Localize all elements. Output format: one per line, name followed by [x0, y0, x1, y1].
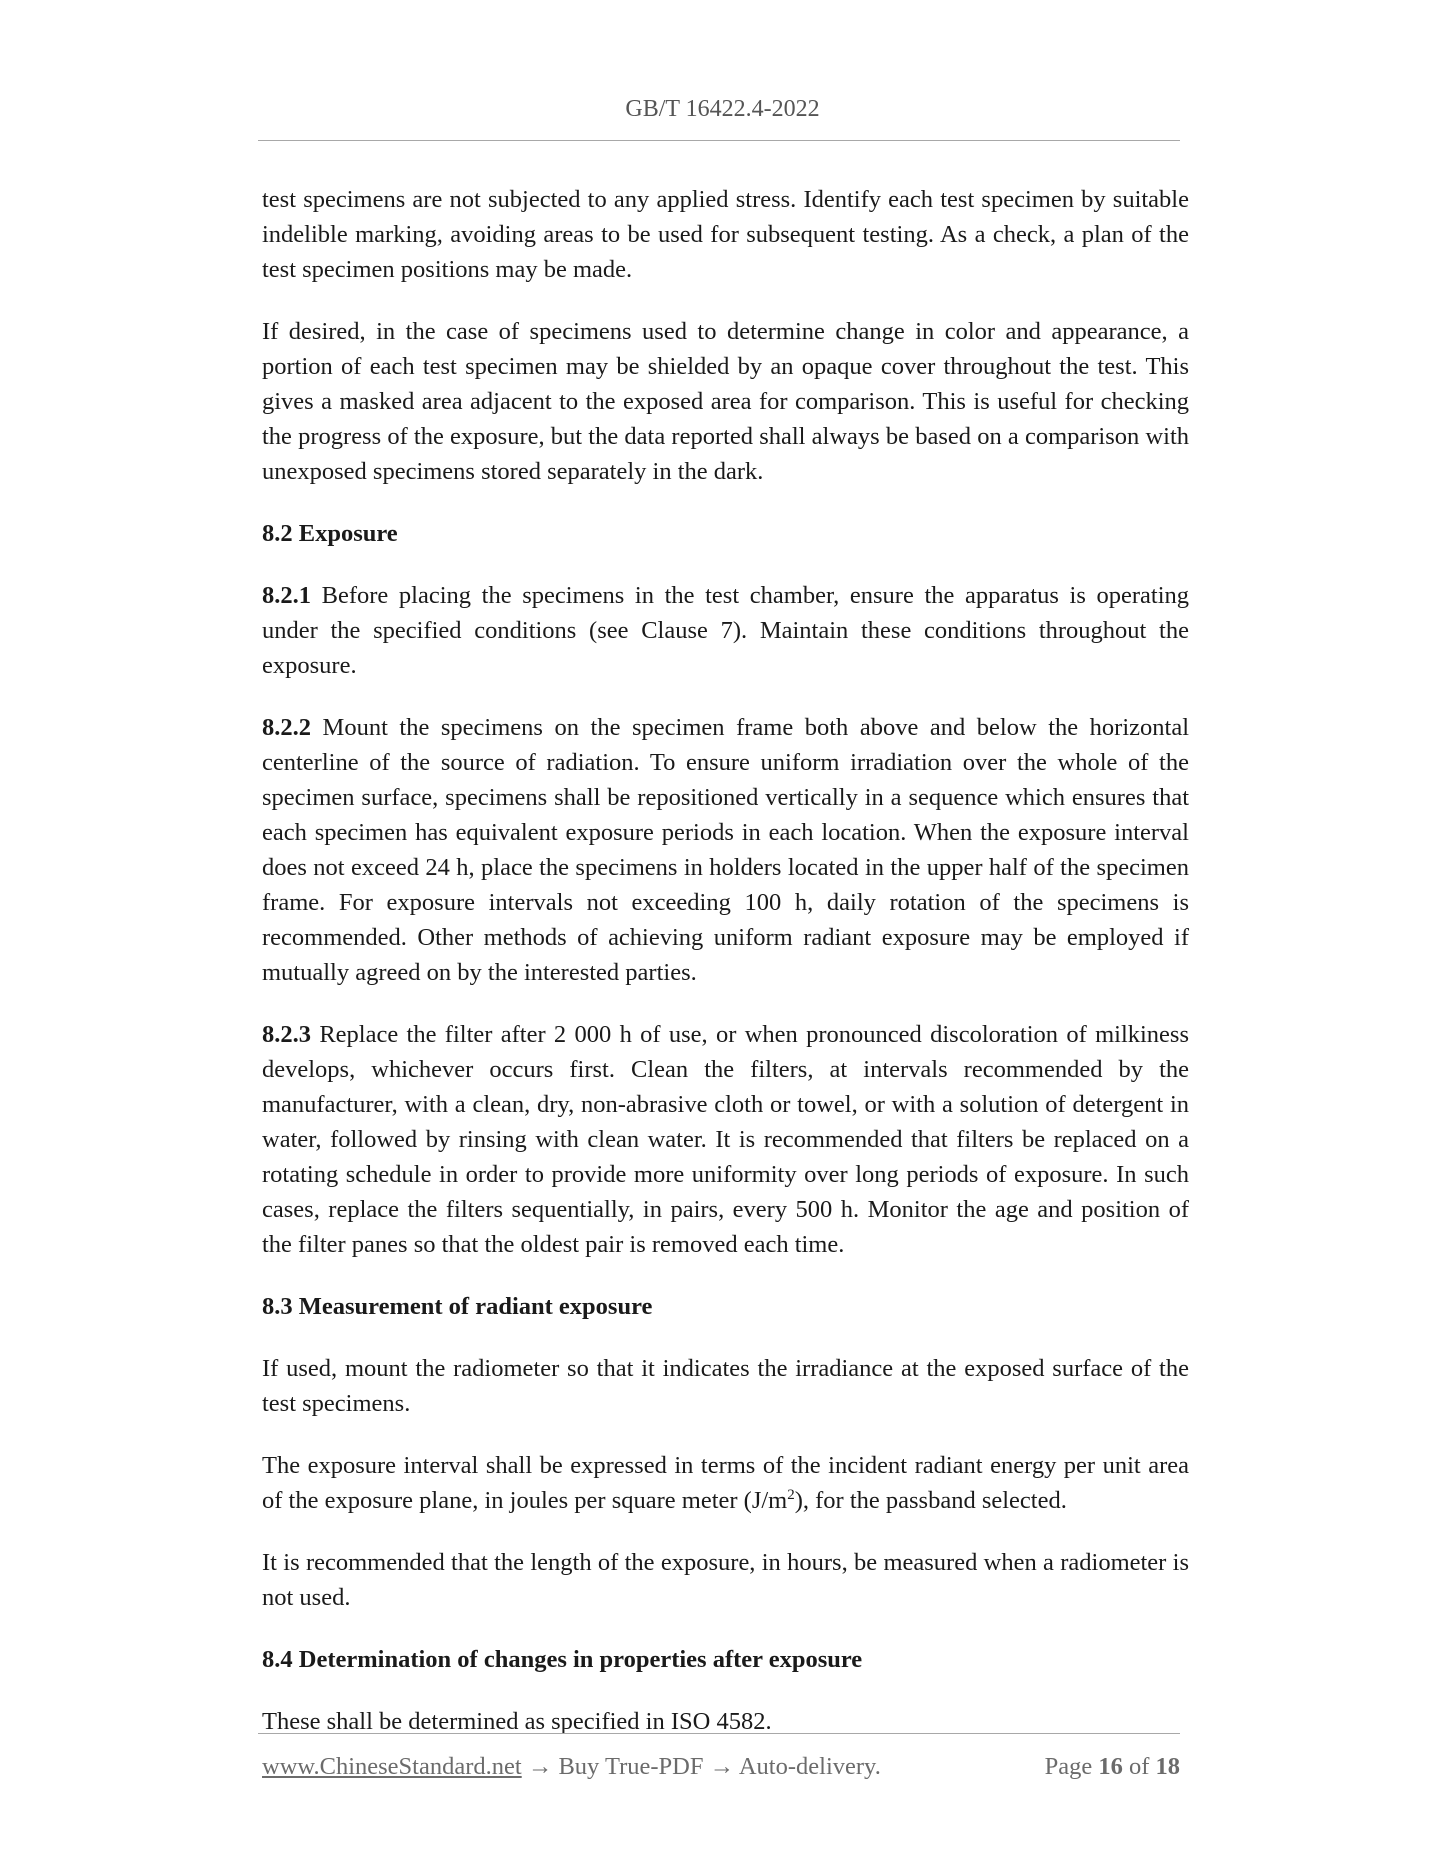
current-page-number: 16	[1098, 1753, 1123, 1780]
clause-8-2-1	[262, 578, 1189, 683]
clause-number: 8.2.3	[262, 1021, 311, 1048]
paragraph-masked-area: If desired, in the case of specimens used to determine change in color and appearance, a portion of each test specimen may be shielded by an opaque cover throughout the test. This gives a masked area adjacent to the exposed area for comparison. This is useful for checking the progress of the exposure, but the data reported shall always be based on a comparison with unexposed specimens stored separately in the dark.	[262, 318, 1189, 485]
section-heading-property-changes: 8.4 Determination of changes in properties after exposure	[262, 1646, 863, 1673]
header-divider	[258, 140, 1180, 141]
document-id-header: GB/T 16422.4-2022	[625, 96, 820, 122]
paragraph-iso-reference: These shall be determined as specified in ISO 4582.	[262, 1708, 772, 1735]
section-heading-radiant-exposure: 8.3 Measurement of radiant exposure	[262, 1293, 653, 1320]
clause-8-2-2	[262, 710, 1189, 990]
paragraph-radiometer-mounting: If used, mount the radiometer so that it indicates the irradiance at the exposed surface of the test specimens.	[262, 1355, 1189, 1417]
page-indicator	[1045, 1749, 1180, 1784]
clause-8-2-3	[262, 1017, 1189, 1262]
superscript: 2	[787, 1486, 795, 1503]
total-pages-number: 18	[1155, 1753, 1180, 1780]
page-label: Page	[1044, 1753, 1099, 1780]
page-body	[262, 182, 1189, 1766]
clause-number: 8.2.1	[262, 582, 311, 609]
section-heading-exposure: 8.2 Exposure	[262, 520, 398, 547]
website-link[interactable]: www.ChineseStandard.net	[262, 1753, 522, 1780]
page-of-label: of	[1122, 1753, 1156, 1780]
clause-text: Mount the specimens on the specimen frame both above and below the horizontal centerline of the source of radiation. To ensure uniform irradiation over the whole of the specimen surface, specimens shall be repositioned vertically in a sequence which ensures that each specimen has equivalent exposure periods in each location. When the exposure interval does not exceed 24 h, place the specimens in holders located in the upper half of the specimen frame. For exposure intervals not exceeding 100 h, daily rotation of the specimens is recommended. Other methods of achieving uniform radiant exposure may be employed if mutually agreed on by the interested parties.	[262, 714, 1189, 986]
paragraph-exposure-interval	[262, 1448, 1189, 1518]
text-segment: The exposure interval shall be expressed in terms of the incident radiant energy per unit area of the exposure plane, in joules per square meter (J/m	[262, 1452, 1189, 1514]
clause-text: Before placing the specimens in the test chamber, ensure the apparatus is operating under the specified conditions (see Clause 7). Maintain these conditions throughout the exposure.	[262, 582, 1189, 679]
clause-text: Replace the filter after 2 000 h of use, or when pronounced discoloration of milkiness develops, whichever occurs first. Clean the filters, at intervals recommended by the manufacturer, with a clean, dry, non-abrasive cloth or towel, or with a solution of detergent in water, followed by rinsing with clean water. It is recommended that filters be replaced on a rotating schedule in order to provide more uniformity over long periods of exposure. In such cases, replace the filters sequentially, in pairs, every 500 h. Monitor the age and position of the filter panes so that the oldest pair is removed each time.	[262, 1021, 1189, 1258]
paragraph-exposure-length: It is recommended that the length of the exposure, in hours, be measured when a radiometer is not used.	[262, 1549, 1189, 1611]
paragraph-specimen-marking: test specimens are not subjected to any applied stress. Identify each test specimen by suitable indelible marking, avoiding areas to be used for subsequent testing. As a check, a plan of the test specimen positions may be made.	[262, 186, 1189, 283]
clause-number: 8.2.2	[262, 714, 311, 741]
footer-tagline: → Buy True-PDF → Auto-delivery.	[521, 1753, 881, 1780]
text-segment: ), for the passband selected.	[794, 1487, 1067, 1514]
footer-divider	[258, 1733, 1180, 1734]
footer-promo	[262, 1749, 881, 1784]
